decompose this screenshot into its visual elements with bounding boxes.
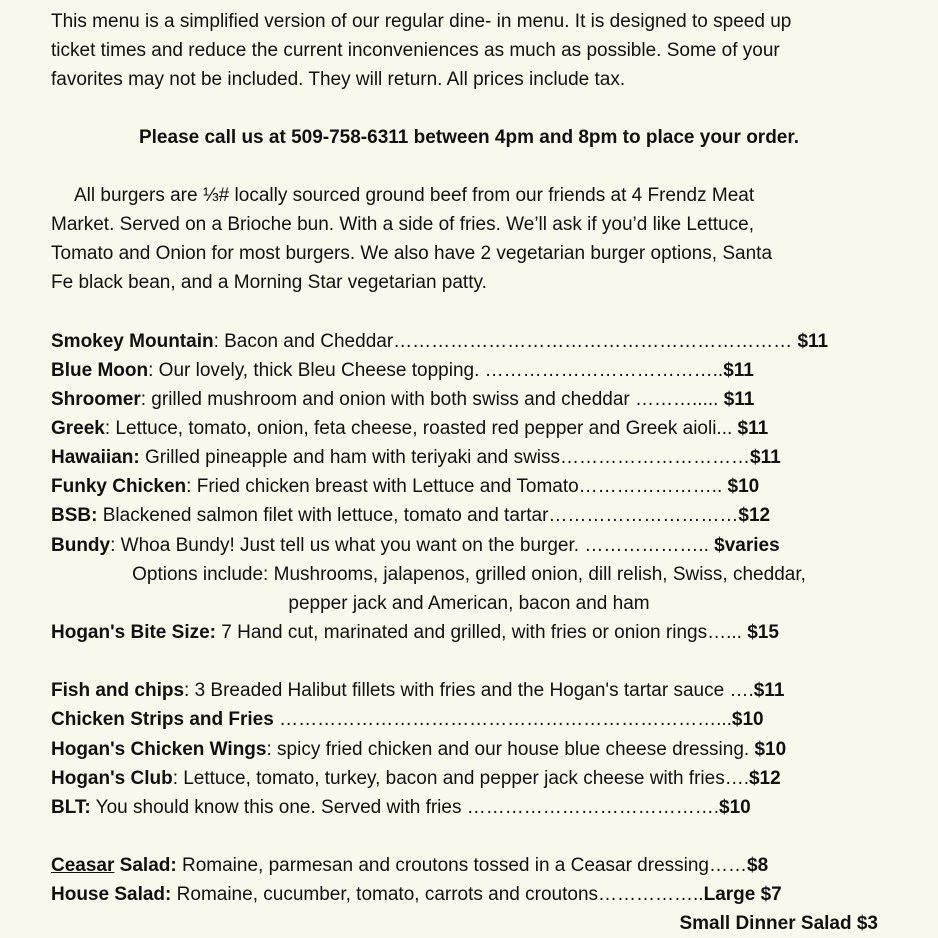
menu-item-chicken-strips <box>51 709 764 731</box>
menu-item-bundy <box>51 535 780 557</box>
item-price: $11 <box>723 360 754 381</box>
item-name: Hogan's Club <box>51 768 173 789</box>
menu-item-house-salad <box>51 884 782 906</box>
options-line-2: pepper jack and American, bacon and ham <box>288 593 650 614</box>
call-notice: Please call us at 509-758-6311 between 4pm and 8pm to place your order. <box>138 127 800 148</box>
intro-line-3: favorites may not be included. They will return. All prices include tax. <box>51 69 626 90</box>
item-name: Greek <box>51 418 105 439</box>
options-line-1: Options include: Mushrooms, jalapenos, grilled onion, dill relish, Swiss, cheddar, <box>132 564 806 585</box>
item-desc: : Whoa Bundy! Just tell us what you want on the burger. ……………….. <box>110 535 715 556</box>
item-price: $10 <box>727 476 760 497</box>
item-name: Hawaiian: <box>51 447 140 468</box>
item-price: $15 <box>747 622 779 643</box>
menu-item-blue-moon <box>51 360 754 382</box>
item-price: $10 <box>731 709 764 730</box>
item-desc: : Fried chicken breast with Lettuce and Tomato………………….. <box>186 476 728 497</box>
item-desc: : 3 Breaded Halibut fillets with fries and the Hogan's tartar sauce …. <box>184 680 754 701</box>
item-name: Shroomer <box>51 389 141 410</box>
item-price: $11 <box>750 447 781 468</box>
item-desc: : spicy fried chicken and our house blue cheese dressing. <box>266 739 755 760</box>
menu-item-hogans-club <box>51 768 781 790</box>
item-price: $11 <box>737 418 769 439</box>
menu-item-blt <box>51 797 751 819</box>
item-price: $10 <box>719 797 751 818</box>
item-desc: 7 Hand cut, marinated and grilled, with fries or onion rings…... <box>216 622 748 643</box>
item-name: Chicken Strips and Fries <box>51 709 274 730</box>
item-name: Hogan's Chicken Wings <box>51 739 267 760</box>
item-name: BSB: <box>51 505 98 526</box>
menu-item-caesar-salad <box>51 855 768 877</box>
item-price: $11 <box>723 389 755 410</box>
item-price: $12 <box>748 768 781 789</box>
item-desc: : Lettuce, tomato, onion, feta cheese, roasted red pepper and Greek aioli... <box>104 418 738 439</box>
item-name: Fish and chips <box>51 680 185 701</box>
item-name: Bundy <box>51 535 111 556</box>
menu-item-bite-size <box>51 622 779 644</box>
item-desc: : Our lovely, thick Bleu Cheese topping. ……………………………….. <box>148 360 724 381</box>
item-desc: Blackened salmon filet with lettuce, tomato and tartar………………………… <box>97 505 739 526</box>
item-name-underlined: Ceasar <box>51 855 115 876</box>
item-price: $8 <box>747 855 769 876</box>
item-desc: Romaine, cucumber, tomato, carrots and croutons…………….. <box>171 884 704 905</box>
item-name: Hogan's Bite Size: <box>51 622 216 643</box>
item-desc: Romaine, parmesan and croutons tossed in a Ceasar dressing…… <box>176 855 747 876</box>
item-name-rest: Salad: <box>114 855 177 876</box>
intro-line-1: This menu is a simplified version of our regular dine- in menu. It is designed to speed up <box>51 11 792 32</box>
menu-item-greek <box>51 418 768 440</box>
item-desc: Grilled pineapple and ham with teriyaki and swiss………………………… <box>139 447 751 468</box>
burger-intro-line-2: Market. Served on a Brioche bun. With a side of fries. We’ll ask if you’d like Lettuce, <box>51 214 754 235</box>
item-name: House Salad: <box>51 884 172 905</box>
item-name: Blue Moon <box>51 360 149 381</box>
item-name: Funky Chicken <box>51 476 187 497</box>
item-name: BLT: <box>51 797 91 818</box>
burger-intro-line-3: Tomato and Onion for most burgers. We also have 2 vegetarian burger options, Santa <box>51 243 773 264</box>
item-desc: You should know this one. Served with fries …………………………………. <box>90 797 720 818</box>
item-desc: ……………………………………………………………... <box>273 709 732 730</box>
item-desc: : grilled mushroom and onion with both swiss and cheddar ………..... <box>140 389 724 410</box>
burger-intro-line-4: Fe black bean, and a Morning Star vegetarian patty. <box>51 272 487 293</box>
item-price: $varies <box>714 535 780 556</box>
item-price: $11 <box>753 680 785 701</box>
item-price: $12 <box>738 505 771 526</box>
menu-item-shroomer <box>51 389 754 411</box>
item-name: Smokey Mountain <box>51 331 214 352</box>
burger-intro-line-1: All burgers are ⅓# locally sourced ground beef from our friends at 4 Frendz Meat <box>74 185 755 206</box>
menu-item-smokey-mountain <box>51 331 828 353</box>
item-desc: : Bacon and Cheddar……………………………………………………… <box>213 331 798 352</box>
menu-item-funky-chicken <box>51 476 759 498</box>
item-price: $10 <box>754 739 787 760</box>
item-price: $11 <box>797 331 829 352</box>
menu-item-chicken-wings <box>51 739 786 761</box>
intro-line-2: ticket times and reduce the current inconveniences as much as possible. Some of your <box>51 40 780 61</box>
item-price: Large $7 <box>703 884 782 905</box>
menu-item-fish-and-chips <box>51 680 784 702</box>
menu-item-hawaiian <box>51 447 781 469</box>
menu-item-bsb <box>51 505 770 527</box>
item-desc: : Lettuce, tomato, turkey, bacon and pepper jack cheese with fries…. <box>172 768 749 789</box>
small-salad-price: Small Dinner Salad $3 <box>679 913 878 934</box>
